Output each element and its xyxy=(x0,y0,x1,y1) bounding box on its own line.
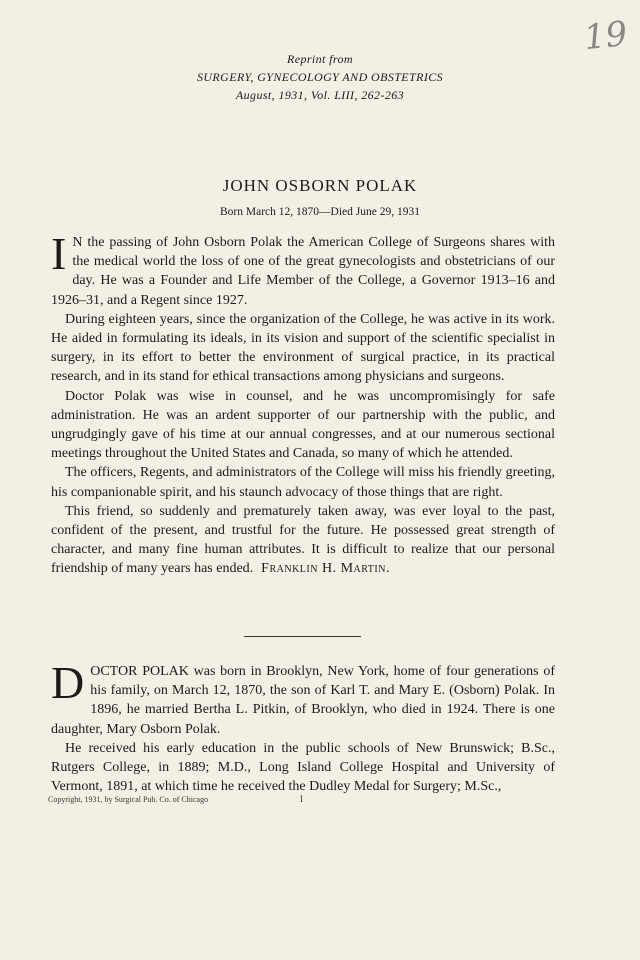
page-number: I xyxy=(300,794,303,804)
drop-cap: D xyxy=(51,657,85,708)
page-title: JOHN OSBORN POLAK xyxy=(222,176,418,195)
drop-cap: I xyxy=(51,228,67,279)
paragraph xyxy=(51,657,555,739)
copyright-line: Copyright, 1931, by Surgical Pub. Co. of Chicago xyxy=(48,795,209,804)
reprint-header xyxy=(0,50,640,104)
paragraph: During eighteen years, since the organization of the College, he was active in its work. He aided in formulating its ideals, in its vision and support of the scientific specialist in surgery, in its effort to better the environment of surgical practice, in its practical research, and in its stand for ethical transactions among physicians and surgeons. xyxy=(51,311,555,385)
tribute-section xyxy=(51,228,555,579)
reprint-line: Reprint from xyxy=(286,52,354,66)
paragraph: Doctor Polak was wise in counsel, and he was uncompromisingly for safe administration. He was an ardent supporter of our partnership with the public, and ungrudgingly gave of his time at our annual congresses, and at our numerous sectional meetings throughout the United States and Canada, so many of which he attended. xyxy=(51,388,555,462)
issue-info: August, 1931, Vol. LIII, 262-263 xyxy=(235,88,405,102)
paragraph: He received his early education in the public schools of New Brunswick; B.Sc., Rutgers College, in 1889; M.D., Long Island College Hospital and University of Vermont, 1891, at which time he received the Dudley Medal for Surgery; M.Sc., xyxy=(51,740,555,795)
paragraph xyxy=(51,228,555,310)
life-dates: Born March 12, 1870—Died June 29, 1931 xyxy=(220,206,420,218)
signature: Franklin H. Martin. xyxy=(261,561,390,577)
paragraph-text: OCTOR POLAK was born in Brooklyn, New York, home of four generations of his family, on March 12, 1870, the son of Karl T. and Mary E. (Osborn) Polak. In 1896, he married Bertha L. Pitkin, of Brooklyn, who died in 1924. There is one daughter, Mary Osborn Polak. xyxy=(51,664,555,737)
section-divider xyxy=(244,636,361,637)
handwritten-note: 19 xyxy=(582,13,630,59)
paragraph-text: N the passing of John Osborn Polak the American College of Surgeons shares with the medical world the loss of one of the great gynecologists and obstetricians of our day. He was a Founder and Life Member of the College, a Governor 1913–16 and 1926–31, and a Regent since 1927. xyxy=(51,235,555,308)
journal-name: SURGERY, GYNECOLOGY AND OBSTETRICS xyxy=(196,70,444,84)
page-footer xyxy=(48,795,348,804)
biography-section xyxy=(51,657,555,796)
paragraph: The officers, Regents, and administrators of the College will miss his friendly greeting, his companionable spirit, and his staunch advocacy of those things that are right. xyxy=(51,465,555,500)
paragraph-text: This friend, so suddenly and prematurely taken away, was ever loyal to the past, confident of the present, and trustful for the future. He possessed great strength of character, and many fine human attributes. It is difficult to realize that our personal friendship of many years has ended. xyxy=(51,503,555,577)
paragraph xyxy=(51,502,555,579)
